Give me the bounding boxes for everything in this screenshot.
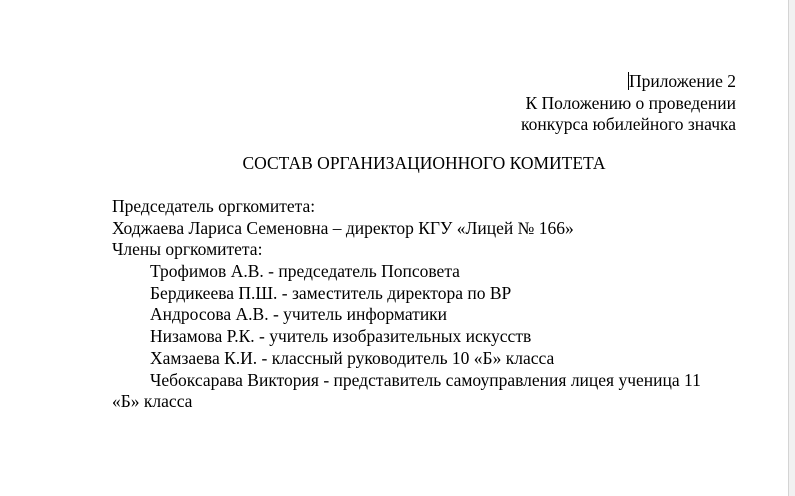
chair-heading: Председатель оргкомитета:: [112, 196, 316, 216]
document-body: [112, 196, 736, 413]
members-heading: Члены оргкомитета:: [112, 239, 263, 260]
chair-person: Ходжаева Лариса Семеновна – директор КГУ «Лицей № 166»: [112, 217, 574, 238]
appendix-reference: К Положению о проведении: [525, 92, 736, 113]
member-item: Низамова Р.К. - учитель изобразительных искусств: [150, 326, 532, 347]
document-title: СОСТАВ ОРГАНИЗАЦИОННОГО КОМИТЕТА: [242, 153, 606, 173]
member-item: Андросова А.В. - учитель информатики: [150, 304, 448, 325]
window-right-edge: [788, 0, 795, 496]
member-item: Трофимов А.В. - председатель Попсовета: [150, 261, 460, 282]
appendix-header: [521, 71, 736, 136]
member-item: Бердикеева П.Ш. - заместитель директора по ВР: [150, 282, 512, 303]
member-item-continuation: «Б» класса: [112, 391, 193, 412]
member-item: Хамзаева К.И. - классный руководитель 10 «Б» класса: [150, 347, 555, 368]
appendix-subject: конкурса юбилейного значка: [521, 114, 736, 134]
member-item: Чебоксарава Виктория - представитель самоуправления лицея ученица 11: [150, 369, 701, 390]
appendix-number-line: [521, 71, 736, 93]
appendix-number: Приложение 2: [628, 71, 736, 91]
